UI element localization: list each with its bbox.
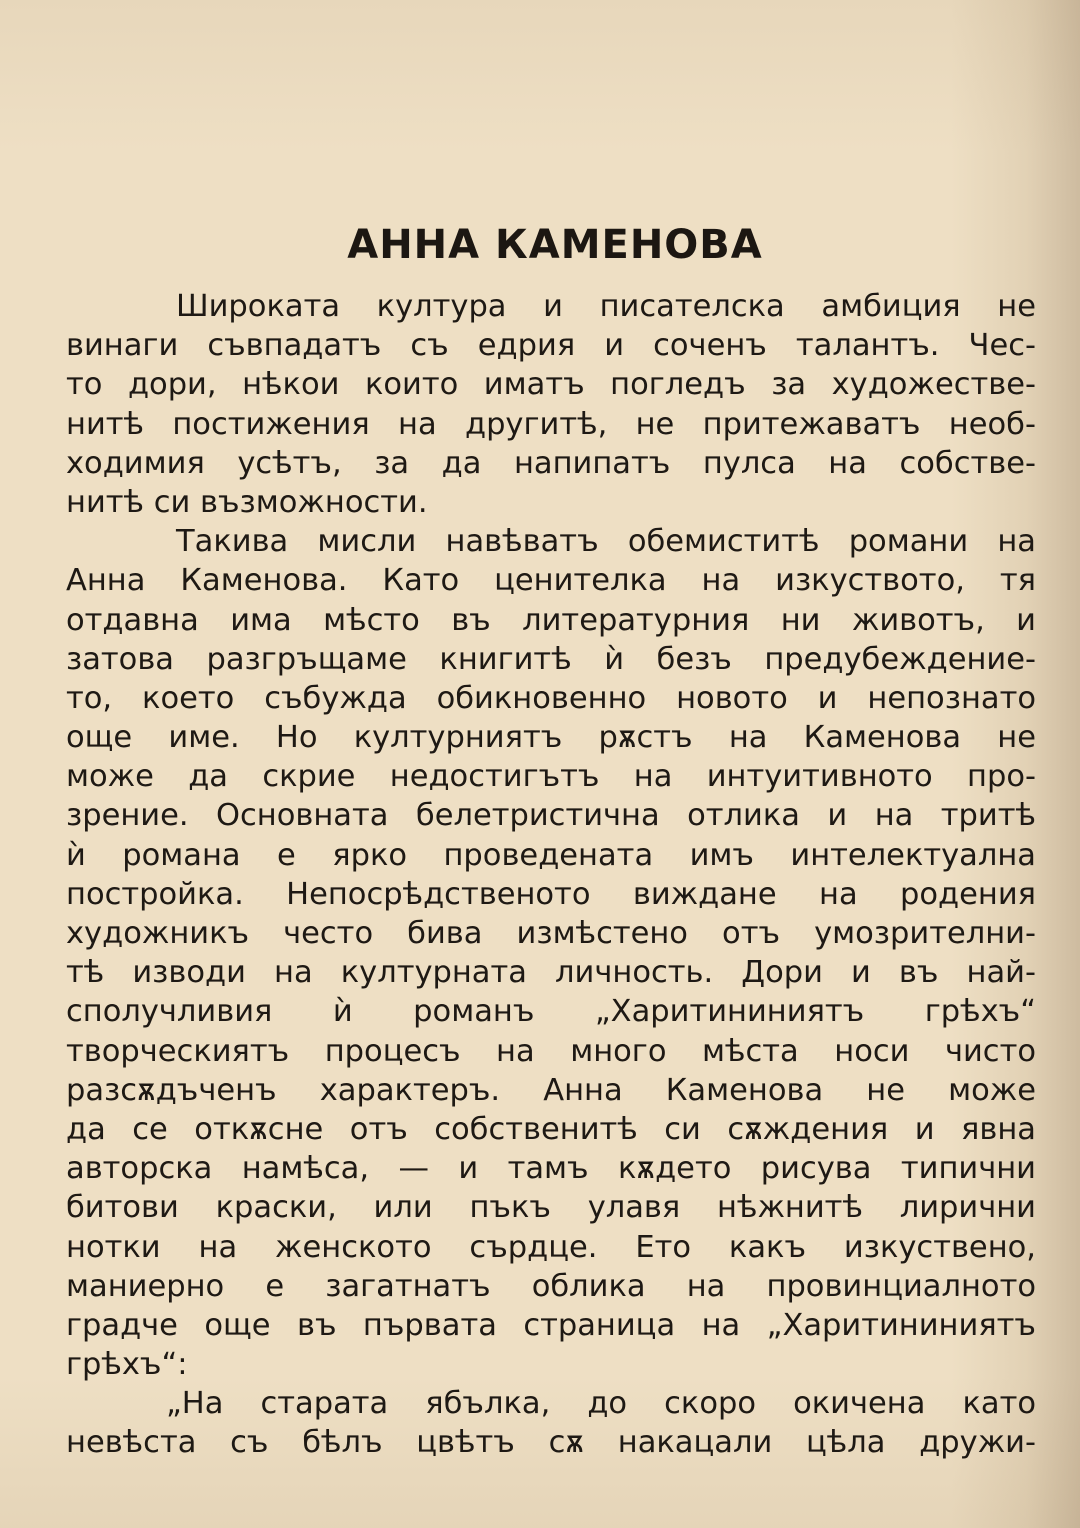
text-line: градче още въ първата страница на „Харитининиятъ (66, 1307, 1036, 1343)
text-line: разсѫдъченъ характеръ. Анна Каменова не може (66, 1072, 1036, 1108)
text-line: ѝ романа е ярко проведената имъ интелектуална (66, 837, 1036, 873)
text-line: творческиятъ процесъ на много мѣста носи чисто (66, 1033, 1036, 1069)
text-line: отдавна има мѣсто въ литературния ни животъ, и (66, 602, 1036, 638)
text-line: Такива мисли навѣватъ обемиститѣ романи на (176, 524, 1036, 560)
text-line: грѣхъ“: (66, 1347, 188, 1383)
text-line: Широката култура и писателска амбиция не (176, 289, 1036, 324)
text-line: „На старата ябълка, до скоро окичена като (166, 1386, 1036, 1422)
text-line: Анна Каменова. Като ценителка на изкуството, тя (66, 563, 1036, 599)
text-line: нитѣ постижения на другитѣ, не притежаватъ необ- (66, 406, 1036, 442)
text-line: да се откѫсне отъ собственитѣ си сѫждения и явна (66, 1111, 1036, 1147)
text-line: постройка. Непосрѣдственото виждане на родения (66, 876, 1036, 912)
text-line: затова разгръщаме книгитѣ ѝ безъ предубеждение- (66, 641, 1036, 677)
text-line: ходимия усѣтъ, за да напипатъ пулса на собстве- (66, 445, 1036, 481)
text-line: зрение. Основната белетристична отлика и на тритѣ (66, 798, 1036, 834)
text-line: маниерно е загатнатъ облика на провинциалното (66, 1268, 1036, 1304)
text-line: битови краски, или пъкъ улавя нѣжнитѣ лирични (66, 1190, 1036, 1226)
page-title: АННА КАМЕНОВА (347, 222, 763, 268)
text-line: художникъ често бива измѣстено отъ умозрителни- (66, 916, 1036, 951)
text-line: то дори, нѣкои които иматъ погледъ за художестве- (66, 367, 1036, 403)
text-line: нотки на женското сърдце. Ето какъ изкуствено, (66, 1229, 1036, 1265)
text-line: още име. Но културниятъ рѫстъ на Каменова не (66, 720, 1036, 756)
text-line: сполучливия ѝ романъ „Харитининиятъ грѣхъ“ (66, 994, 1036, 1030)
text-line: нитѣ си възможности. (66, 484, 428, 520)
text-line: може да скрие недостигътъ на интуитивното про- (66, 759, 1036, 795)
text-line: тѣ изводи на културната личность. Дори и въ най- (66, 955, 1036, 991)
text-line: винаги съвпадатъ съ едрия и соченъ талантъ. Чес- (66, 328, 1036, 364)
text-line: невѣста съ бѣлъ цвѣтъ сѫ накацали цѣла дружи- (66, 1425, 1036, 1461)
text-line: то, което събужда обикновенно новото и непознато (66, 680, 1036, 716)
body-text (66, 287, 1036, 1463)
text-line: авторска намѣса, — и тамъ кѫдето рисува типични (66, 1151, 1036, 1187)
